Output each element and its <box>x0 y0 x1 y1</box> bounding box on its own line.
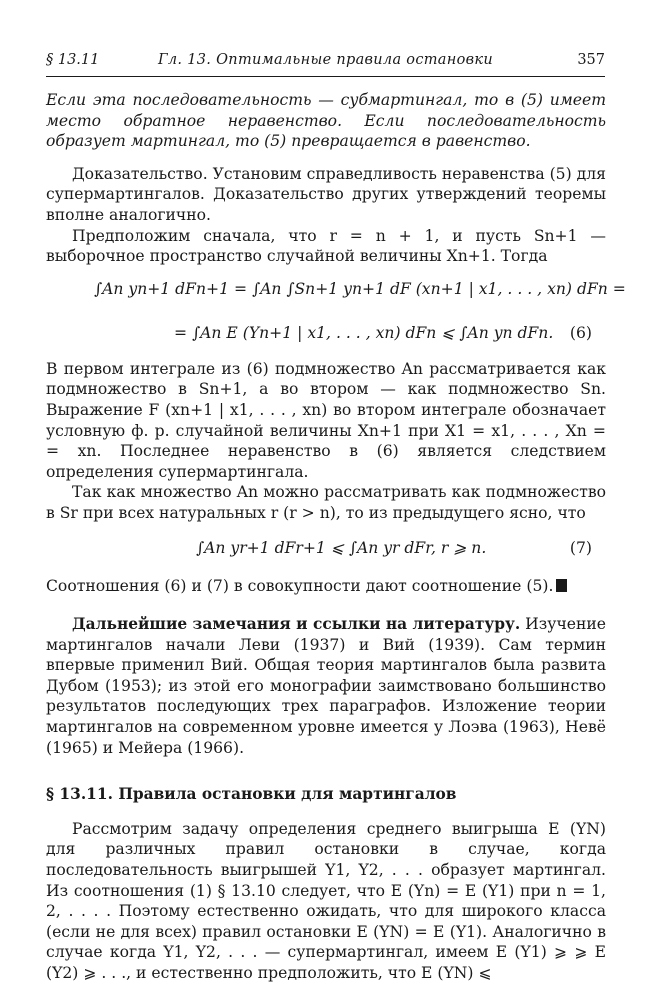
formula-6-number: (6) <box>569 323 592 342</box>
proof-paragraph: Доказательство. Установим справедливость неравенства (5) для супермартингалов. Доказательство других утверждений теоремы вполне аналогично. <box>46 164 606 224</box>
formula-7-number: (7) <box>569 538 592 557</box>
subset-paragraph: Так как множество An можно рассматривать как подмножество в Sr при всех натуральных r (r > n), то из предыдущего ясно, что <box>46 483 606 522</box>
formula-6 <box>46 267 626 359</box>
formula-7-line: ∫An yr+1 dFr+1 ⩽ ∫An yr dFr, r ⩾ n. <box>196 538 487 557</box>
section-intro-paragraph: Рассмотрим задачу определения среднего выигрыша E (YN) для различных правил остановки в случае, когда последовательность выигрышей Y1, Y2, . . . образует мартингал. Из соотношения (1) § 13.10 следует, что E (Yn) = E (Y1) при n = 1, 2, . . . . Поэтому естественно ожидать, что для широкого класса (если не для всех) правил остановки E (YN) = E (Y1). Аналогично в случае когда Y1, Y2, . . . — супермартингал, имеем E (Y1) ⩾ ⩾ E (Y2) ⩾ . . ., и естественно предположить, что E (YN) ⩽ <box>46 819 606 982</box>
running-header <box>46 48 605 77</box>
conclusion-text: Соотношения (6) и (7) в совокупности дают соотношение (5). <box>46 576 554 595</box>
header-title: Гл. 13. Оптимальные правила остановки <box>158 52 493 68</box>
formula-6-line-1: ∫An yn+1 dFn+1 = ∫An ∫Sn+1 yn+1 dF (xn+1 | x1, . . . , xn) dFn = <box>94 279 626 298</box>
remarks-paragraph <box>46 614 606 758</box>
header-section: § 13.11 <box>46 52 100 68</box>
page-number: 357 <box>577 52 605 68</box>
remarks-heading: Дальнейшие замечания и ссылки на литературу. <box>72 615 521 634</box>
theorem-continuation: Если эта последовательность — субмартингал, то в (5) имеет место обратное неравенство. Если последовательность образует мартингал, то (5) превращается в равенство. <box>46 91 606 151</box>
formula-7 <box>46 524 606 576</box>
page-body <box>46 90 626 984</box>
explanation-paragraph: В первом интеграле из (6) подмножество An рассматривается как подмножество в Sn+1, а во втором — как подмножество Sn. Выражение F (xn+1 | x1, . . . , xn) во втором интеграле обозначает условную ф. р. случайной величины Xn+1 при X1 = x1, . . . , Xn = = xn. Последнее неравенство в (6) является следствием определения супермартингала. <box>46 359 606 481</box>
formula-6-line-2: = ∫An E (Yn+1 | x1, . . . , xn) dFn ⩽ ∫An yn dFn. <box>174 323 554 342</box>
end-of-proof-square-icon <box>556 579 567 592</box>
proof-assumption-paragraph: Предположим сначала, что r = n + 1, и пусть Sn+1 — выборочное пространство случайной величины Xn+1. Тогда <box>46 226 606 266</box>
section-heading: § 13.11. Правила остановки для мартингалов <box>46 785 457 804</box>
conclusion-paragraph <box>46 576 606 597</box>
remarks-text: Изучение мартингалов начали Леви (1937) и Вий (1939). Сам термин впервые применил Вий. Общая теория мартингалов была развита Дубом (1953); из этой его монографии заимствовано большинство результатов последующих трех параграфов. Изложение теории мартингалов на современном уровне имеется у Лоэва (1963), Невё (1965) и Мейера (1966). <box>46 615 606 757</box>
